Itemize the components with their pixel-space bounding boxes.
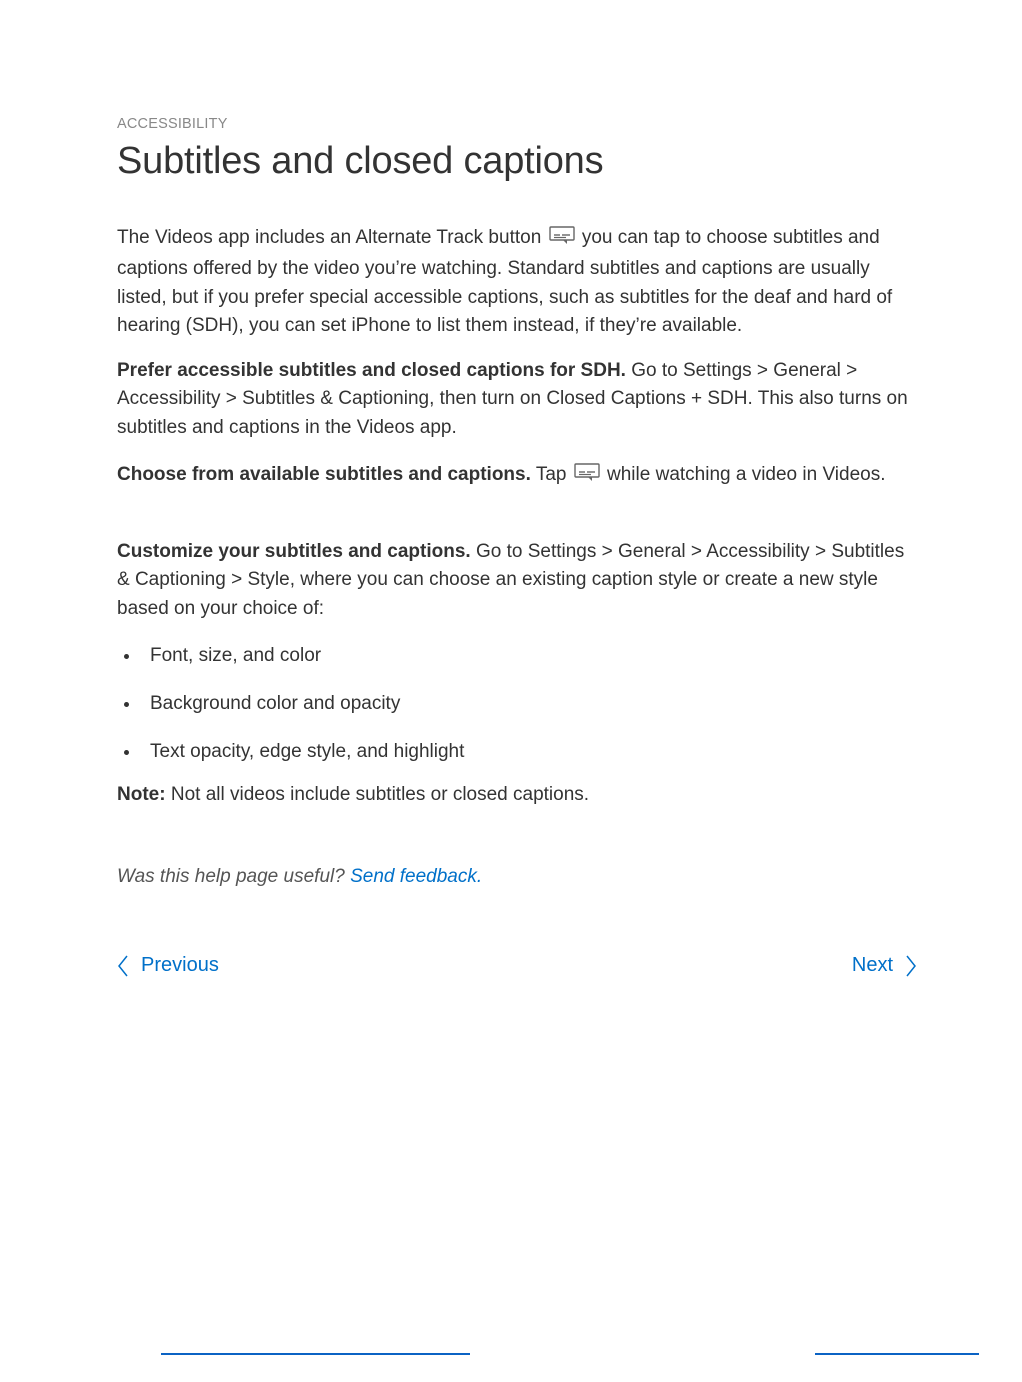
list-item-text: Background color and opacity [150, 693, 401, 714]
choose-heading: Choose from available subtitles and captions. [117, 464, 531, 485]
footer-divider-right [815, 1353, 979, 1355]
list-item [117, 642, 464, 690]
sdh-heading: Prefer accessible subtitles and closed captions for SDH. [117, 360, 626, 381]
sdh-paragraph [117, 357, 909, 442]
intro-text-start: The Videos app includes an Alternate Track button [117, 227, 542, 248]
note-text: Not all videos include subtitles or closed captions. [170, 784, 590, 805]
intro-paragraph [117, 224, 909, 340]
list-item [117, 738, 464, 786]
choose-paragraph [117, 461, 909, 492]
list-item-text: Text opacity, edge style, and highlight [150, 741, 465, 762]
alternate-track-icon [574, 463, 600, 492]
customize-heading: Customize your subtitles and captions. [117, 541, 471, 562]
options-list [117, 642, 464, 786]
intro-text-end: you can tap to choose subtitles and captions offered by the video you’re watching. Standard subtitles and captions are usually listed, but if you prefer special accessible captions, such as subtitles for the deaf and hard of hearing (SDH), you can set iPhone to list them instead, if they’re available. [117, 227, 893, 336]
previous-label: Previous [141, 954, 219, 976]
bullet-dot-icon [124, 654, 129, 659]
choose-text-end: while watching a video in Videos. [607, 464, 886, 485]
alternate-track-icon [549, 226, 575, 255]
feedback-prompt [117, 866, 482, 888]
list-item-text: Font, size, and color [150, 645, 322, 666]
choose-text-start: Tap [535, 464, 567, 485]
previous-link[interactable] [117, 954, 219, 977]
list-item [117, 690, 464, 738]
sdh-body: Go to Settings > General > Accessibility > Subtitles & Captioning, then turn on Closed Captions + SDH. This also turns on subtitles and captions in the Videos app. [117, 360, 908, 438]
chevron-right-icon [905, 955, 917, 977]
next-label: Next [851, 954, 893, 976]
bullet-dot-icon [124, 750, 129, 755]
section-label: ACCESSIBILITY [117, 116, 228, 132]
note [117, 781, 589, 809]
footer-divider-left [161, 1353, 470, 1355]
note-label: Note: [117, 784, 166, 805]
customize-body: Go to Settings > General > Accessibility > Subtitles & Captioning > Style, where you can choose an existing caption style or create a new style based on your choice of: [117, 541, 905, 619]
customize-paragraph [117, 538, 909, 623]
chevron-left-icon [117, 955, 129, 977]
feedback-question: Was this help page useful? [117, 866, 345, 887]
bullet-dot-icon [124, 702, 129, 707]
next-link[interactable] [852, 954, 917, 977]
send-feedback-link[interactable]: Send feedback. [350, 866, 483, 887]
page-title: Subtitles and closed captions [117, 140, 604, 182]
